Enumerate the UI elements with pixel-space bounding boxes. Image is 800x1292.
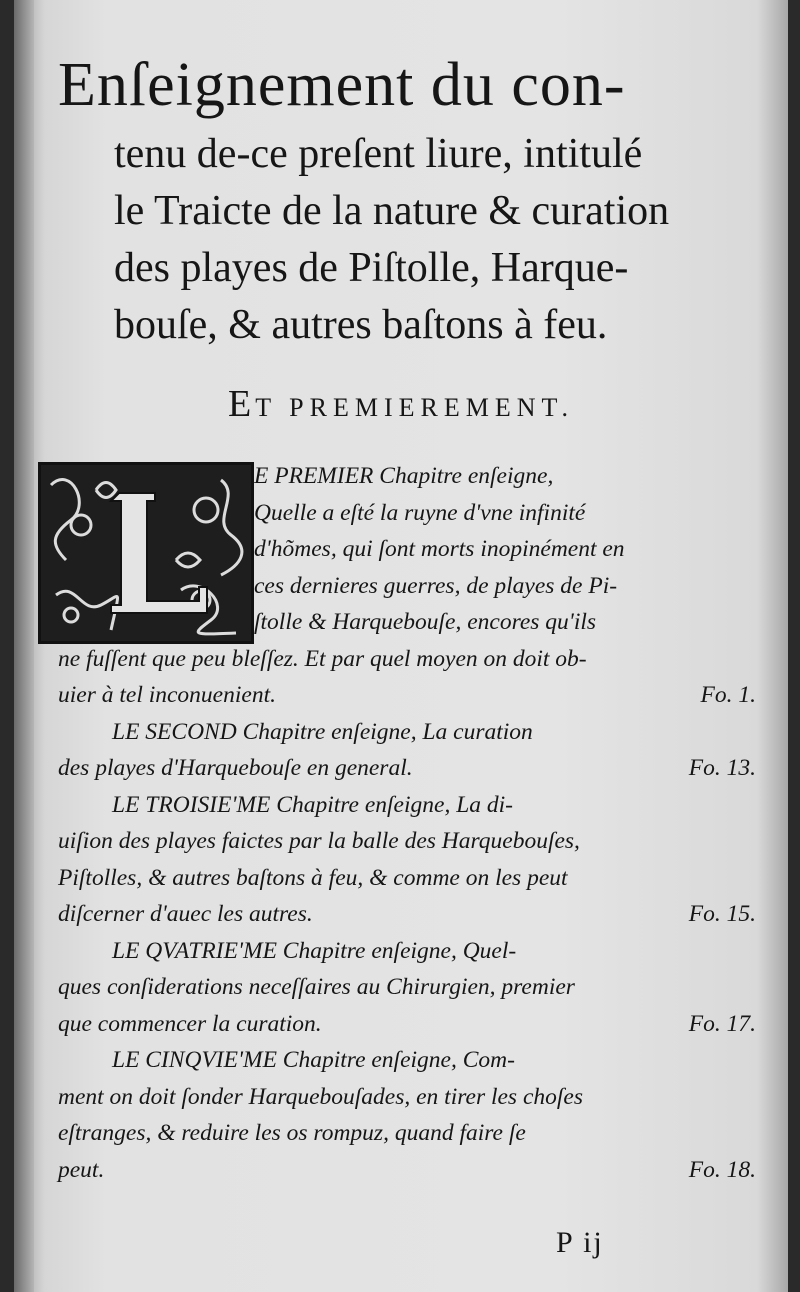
entry-1-line-1: E PREMIER Chapitre enſeigne, <box>254 463 554 489</box>
entry-5-folio: Fo. 18. <box>688 1156 756 1183</box>
entry-4-line-2: ques conſiderations neceſſaires au Chirurgien, premier <box>58 974 575 1000</box>
entry-4-line-1: LE QVATRIE'ME Chapitre enſeigne, Quel- <box>112 937 517 964</box>
entry-3-line-1: LE TROISIE'ME Chapitre enſeigne, La di- <box>112 791 513 818</box>
entry-3-line-4: diſcerner d'auec les autres. Fo. 15. <box>58 896 756 933</box>
entry-4-line-3: que commencer la curation. Fo. 17. <box>58 1006 756 1043</box>
entry-1-line-2: Quelle a eſté la ruyne d'vne infinité <box>254 499 586 526</box>
entry-3-folio: Fo. 15. <box>688 901 756 927</box>
heading-line-4: des playes de Piſtolle, Harque- <box>114 245 629 291</box>
contents-list <box>58 458 756 1188</box>
entry-1-line-4: ces dernieres guerres, de playes de Pi- <box>254 572 618 599</box>
entry-1-line-7: uier à tel inconuenient. Fo. 1. <box>58 677 756 714</box>
entry-2-line-2: des playes d'Harquebouſe en general. Fo. 13. <box>58 750 756 787</box>
entry-1-line-5: ſtolle & Harquebouſe, encores qu'ils <box>254 609 597 635</box>
entry-1-line-3: d'hõmes, qui ſont morts inopinément en <box>254 536 625 562</box>
page-gutter-shadow <box>14 0 34 1292</box>
entry-5-line-1: LE CINQVIE'ME Chapitre enſeigne, Com- <box>112 1047 515 1073</box>
section-subheading: ET PREMIEREMENT. <box>228 383 574 425</box>
page-signature: P ij <box>556 1226 604 1259</box>
book-page <box>14 0 788 1292</box>
table-heading <box>58 44 778 354</box>
entry-5-line-4: peut. Fo. 18. <box>58 1152 756 1189</box>
heading-line-5: bouſe, & autres baſtons à feu. <box>114 302 608 348</box>
heading-line-1: Enſeignement du con- <box>58 51 626 119</box>
entry-3-line-2: uiſion des playes faictes par la balle des Harquebouſes, <box>58 828 580 854</box>
entry-2-line-1: LE SECOND Chapitre enſeigne, La curation <box>112 718 533 745</box>
entry-1-line-6: ne fuſſent que peu bleſſez. Et par quel moyen on doit ob- <box>58 645 587 672</box>
heading-line-3: le Traicte de la nature & curation <box>114 188 670 234</box>
entry-2-folio: Fo. 13. <box>688 755 756 781</box>
heading-line-2: tenu de-ce preſent liure, intitulé <box>114 131 643 177</box>
entry-1-folio: Fo. 1. <box>700 682 756 708</box>
entry-5-line-3: eſtranges, & reduire les os rompuz, quand faire ſe <box>58 1120 526 1146</box>
entry-3-line-3: Piſtolles, & autres baſtons à feu, & comme on les peut <box>58 864 568 891</box>
entry-5-line-2: ment on doit ſonder Harquebouſades, en tirer les choſes <box>58 1083 583 1110</box>
entry-4-folio: Fo. 17. <box>688 1010 756 1037</box>
